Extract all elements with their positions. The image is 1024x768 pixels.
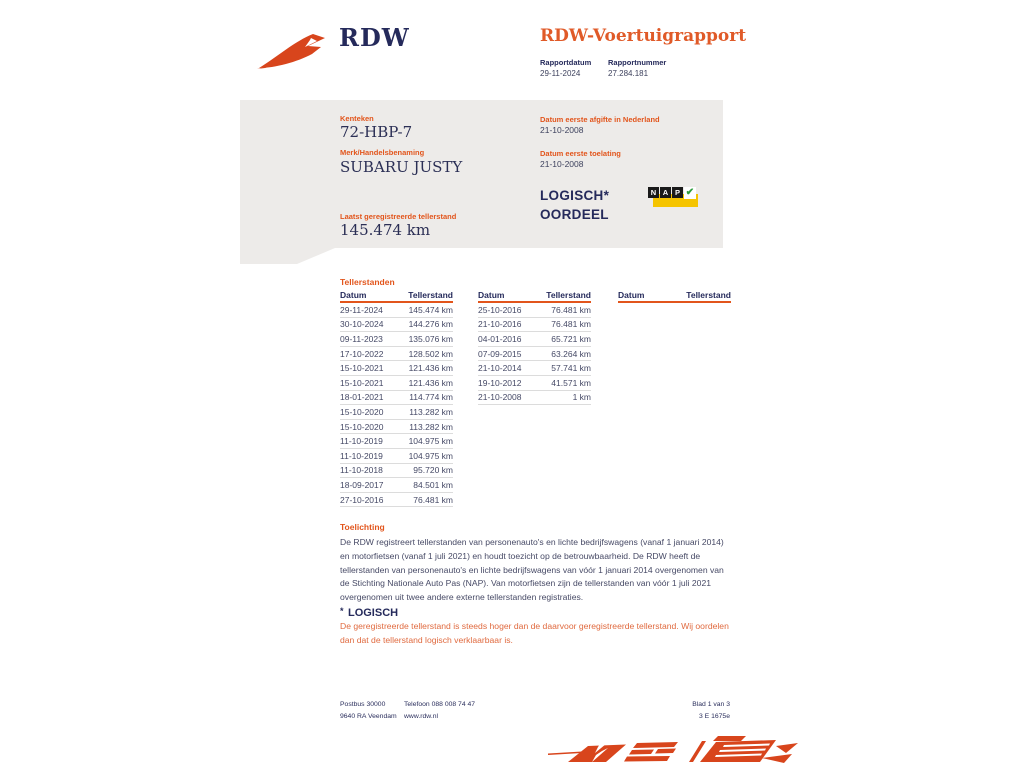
footer-phone: Telefoon 088 008 74 47 [404, 701, 476, 708]
merk-label: Merk/Handelsbenaming [340, 148, 425, 157]
cell-datum: 27-10-2016 [340, 494, 384, 505]
table-row [340, 303, 453, 318]
nap-letter-a: A [660, 187, 671, 198]
cell-tellerstand: 128.502 km [408, 348, 453, 359]
rapportdatum-value: 29-11-2024 [540, 69, 581, 78]
table-row [340, 464, 453, 479]
cell-tellerstand: 63.264 km [551, 348, 591, 359]
cell-datum: 19-10-2012 [478, 377, 522, 388]
merk-value: SUBARU JUSTY [340, 158, 463, 176]
cell-datum: 21-10-2016 [478, 319, 522, 330]
toelichting-title: Toelichting [340, 522, 385, 532]
cell-tellerstand: 113.282 km [409, 406, 453, 417]
toelichting-body: De RDW registreert tellerstanden van personenauto's en lichte bedrijfswagens (vanaf 1 januari 2014) en motorfietsen (vanaf 1 juli 2021) en houdt toezicht op de betrouwbaarheid. De RDW heeft de tellerstanden van personenauto's en lichte bedrijfswagens van vóór 1 januari 2014 overgenomen van de Stichting Nationale Auto Pas (NAP). Van motorfietsen zijn de tellerstanden van vóór 1 juli 2021 overgenomen uit twee andere externe tellerstanden registraties. [340, 537, 724, 603]
col-header-datum: Datum [478, 290, 505, 300]
cell-tellerstand: 57.741 km [551, 363, 591, 374]
cell-tellerstand: 84.501 km [413, 479, 453, 490]
tellerstanden-table-2 [478, 290, 591, 405]
cell-datum: 11-10-2018 [340, 465, 383, 476]
cell-datum: 30-10-2024 [340, 319, 384, 330]
logisch-title-text: LOGISCH [347, 607, 399, 619]
cell-datum: 15-10-2020 [340, 421, 384, 432]
nap-letter-n: N [648, 187, 659, 198]
kenteken-label: Kenteken [340, 114, 374, 123]
rapportnummer-value: 27.284.181 [608, 69, 649, 78]
datum-toelating-value: 21-10-2008 [540, 159, 584, 169]
cell-datum: 07-09-2015 [478, 348, 522, 359]
tellerstanden-section-title: Tellerstanden [340, 277, 395, 287]
cell-tellerstand: 104.975 km [408, 450, 453, 461]
table-header-row [478, 290, 591, 303]
cell-datum: 21-10-2008 [478, 392, 522, 403]
table-row [478, 347, 591, 362]
cell-tellerstand: 1 km [572, 392, 591, 403]
col-header-datum: Datum [618, 290, 645, 300]
vehicle-panel-corner-tab [240, 248, 335, 264]
kenteken-value: 72-HBP-7 [340, 123, 413, 141]
cell-datum: 21-10-2014 [478, 363, 522, 374]
cell-datum: 15-10-2021 [340, 377, 384, 388]
table-row [340, 420, 453, 435]
table-row [478, 332, 591, 347]
rdw-wing-footer-graphic [548, 736, 800, 768]
table-row [340, 318, 453, 333]
cell-datum: 17-10-2022 [340, 348, 384, 359]
tellerstanden-table-3 [618, 290, 731, 303]
logisch-asterisk: * [340, 606, 344, 616]
rdw-bird-logo-icon [255, 25, 337, 72]
datum-toelating-label: Datum eerste toelating [540, 149, 621, 158]
table-row [478, 303, 591, 318]
cell-datum: 18-01-2021 [340, 392, 384, 403]
logisch-heading [340, 603, 398, 621]
cell-tellerstand: 95.720 km [413, 465, 453, 476]
laatste-tellerstand-label: Laatst geregistreerde tellerstand [340, 212, 457, 221]
table-row [340, 405, 453, 420]
table-row [340, 347, 453, 362]
footer-page-number: Blad 1 van 3 [692, 701, 730, 708]
table-row [478, 376, 591, 391]
cell-tellerstand: 121.436 km [408, 363, 453, 374]
table-row [340, 449, 453, 464]
cell-datum: 18-09-2017 [340, 479, 384, 490]
table-header-row [340, 290, 453, 303]
table-header-row [618, 290, 731, 303]
table-row [340, 361, 453, 376]
nap-logo-icon [648, 185, 700, 209]
cell-datum: 29-11-2024 [340, 304, 383, 315]
col-header-tellerstand: Tellerstand [686, 290, 731, 300]
col-header-tellerstand: Tellerstand [546, 290, 591, 300]
cell-tellerstand: 76.481 km [413, 494, 453, 505]
cell-datum: 09-11-2023 [340, 333, 383, 344]
nap-checkmark-icon: ✔ [685, 187, 695, 198]
rdw-wordmark: RDW [339, 23, 410, 52]
table-row [478, 391, 591, 406]
table-row [478, 361, 591, 376]
cell-datum: 15-10-2020 [340, 406, 384, 417]
cell-tellerstand: 104.975 km [408, 436, 453, 447]
table-row [340, 376, 453, 391]
table-row [478, 318, 591, 333]
col-header-tellerstand: Tellerstand [408, 290, 453, 300]
footer-address-line2: 9640 RA Veendam [340, 713, 397, 720]
cell-tellerstand: 76.481 km [551, 319, 591, 330]
table-row [340, 478, 453, 493]
table-row [340, 434, 453, 449]
cell-tellerstand: 135.076 km [408, 333, 453, 344]
cell-tellerstand: 121.436 km [408, 377, 453, 388]
cell-datum: 15-10-2021 [340, 363, 384, 374]
cell-datum: 11-10-2019 [340, 436, 383, 447]
cell-tellerstand: 113.282 km [409, 421, 453, 432]
page-title: RDW-Voertuigrapport [540, 26, 747, 46]
cell-tellerstand: 41.571 km [551, 377, 591, 388]
footer-website[interactable]: www.rdw.nl [404, 713, 438, 720]
oordeel-line1: LOGISCH* [540, 188, 610, 203]
cell-tellerstand: 76.481 km [551, 304, 591, 315]
col-header-datum: Datum [340, 290, 367, 300]
datum-afgifte-label: Datum eerste afgifte in Nederland [540, 115, 660, 124]
laatste-tellerstand-value: 145.474 km [340, 221, 431, 239]
rapportdatum-label: Rapportdatum [540, 58, 592, 67]
oordeel-verdict [540, 186, 609, 224]
oordeel-line2: OORDEEL [540, 207, 609, 222]
footer-address-line1: Postbus 30000 [340, 701, 386, 708]
table-row [340, 391, 453, 406]
cell-tellerstand: 114.774 km [409, 392, 453, 403]
table-row [340, 493, 453, 508]
cell-tellerstand: 144.276 km [408, 319, 453, 330]
tellerstanden-table-1 [340, 290, 453, 507]
datum-afgifte-value: 21-10-2008 [540, 125, 584, 135]
rapportnummer-label: Rapportnummer [608, 58, 667, 67]
cell-datum: 04-01-2016 [478, 333, 522, 344]
footer-form-code: 3 E 1675e [699, 713, 730, 720]
nap-letter-p: P [672, 187, 683, 198]
cell-datum: 25-10-2016 [478, 304, 522, 315]
cell-datum: 11-10-2019 [340, 450, 383, 461]
cell-tellerstand: 145.474 km [408, 304, 453, 315]
cell-tellerstand: 65.721 km [551, 333, 591, 344]
logisch-explanation: De geregistreerde tellerstand is steeds hoger dan de daarvoor geregistreerde tellerstand. Wij oordelen dan dat de tellerstand logisch verklaarbaar is. [340, 621, 729, 645]
table-row [340, 332, 453, 347]
